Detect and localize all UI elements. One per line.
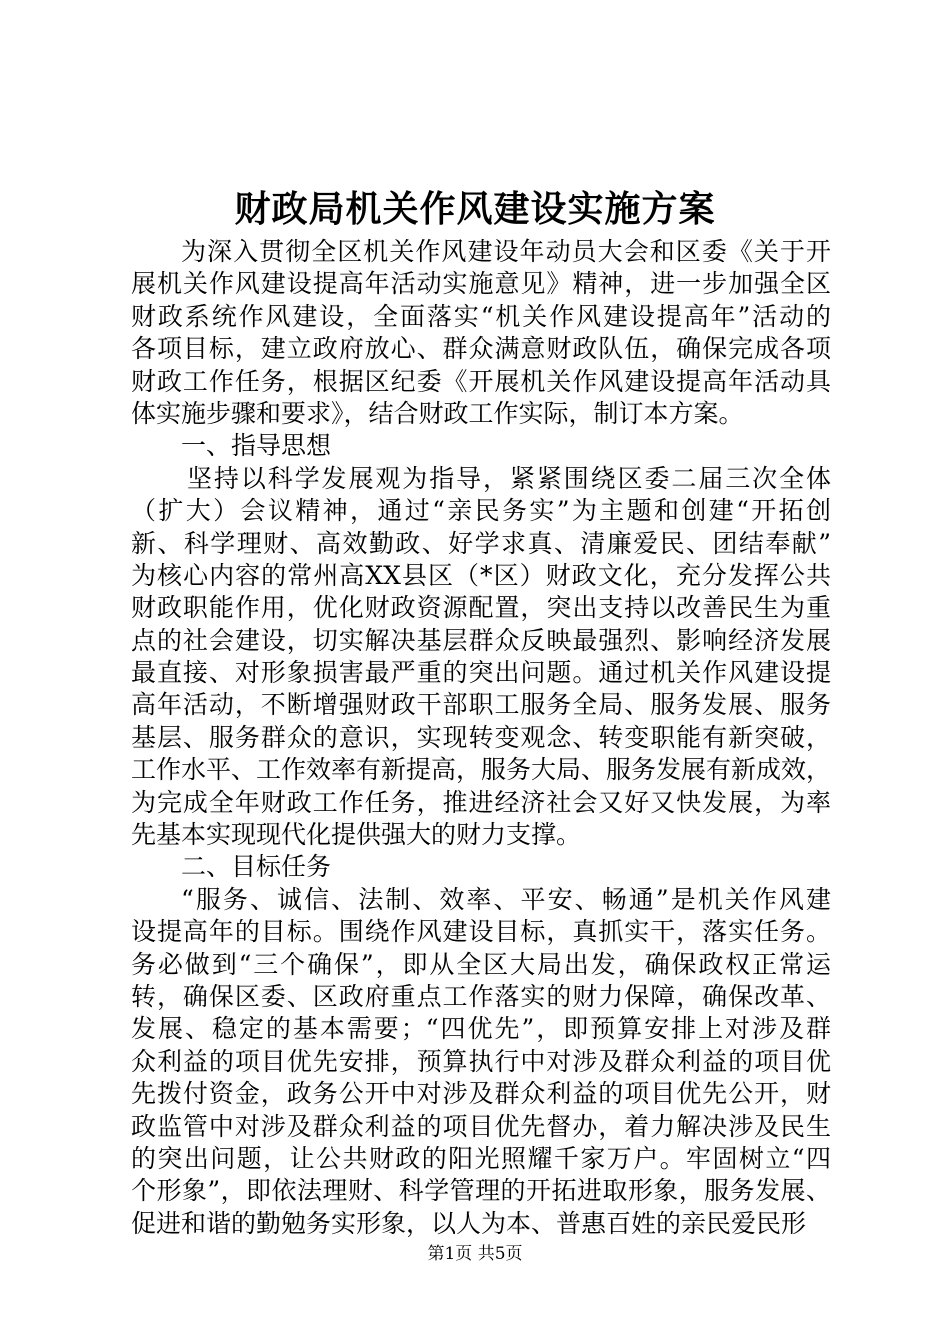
- paragraph-line: 促进和谐的勤勉务实形象，以人为本、普惠百姓的亲民爱民形: [131, 1208, 807, 1238]
- paragraph-line: 各项目标，建立政府放心、群众满意财政队伍，确保完成各项: [131, 334, 831, 364]
- paragraph-line: 坚持以科学发展观为指导，紧紧围绕区委二届三次全体: [187, 463, 831, 493]
- paragraph-line: “服务、诚信、法制、效率、平安、畅通”是机关作风建: [181, 884, 831, 914]
- paragraph-line: 新、科学理财、高效勤政、好学求真、清廉爱民、团结奉献”: [131, 528, 831, 558]
- paragraph-line: 工作水平、工作效率有新提高，服务大局、服务发展有新成效，: [131, 755, 831, 785]
- paragraph-line: 政监管中对涉及群众利益的项目优先督办，着力解决涉及民生: [131, 1111, 831, 1141]
- document-title: 财政局机关作风建设实施方案: [234, 188, 716, 230]
- paragraph-line: 点的社会建设，切实解决基层群众反映最强烈、影响经济发展: [131, 625, 831, 655]
- paragraph-line: （扩大）会议精神，通过“亲民务实”为主题和创建“开拓创: [131, 496, 831, 526]
- paragraph-line: 先基本实现现代化提供强大的财力支撑。: [131, 820, 582, 850]
- paragraph-line: 个形象”，即依法理财、科学管理的开拓进取形象，服务发展、: [131, 1176, 831, 1206]
- paragraph-line: 设提高年的目标。围绕作风建设目标，真抓实干，落实任务。: [131, 917, 831, 947]
- paragraph-line: 为完成全年财政工作任务，推进经济社会又好又快发展，为率: [131, 787, 831, 817]
- section-heading: 二、目标任务: [181, 852, 332, 882]
- paragraph-line: 高年活动，不断增强财政干部职工服务全局、服务发展、服务: [131, 690, 831, 720]
- page-footer: 第1页 共5页: [427, 1244, 523, 1264]
- document-body: [131, 236, 831, 1240]
- paragraph-line: 先拨付资金，政务公开中对涉及群众利益的项目优先公开，财: [131, 1079, 831, 1109]
- paragraph-line: 基层、服务群众的意识，实现转变观念、转变职能有新突破，: [131, 722, 831, 752]
- paragraph-line: 财政工作任务，根据区纪委《开展机关作风建设提高年活动具: [131, 366, 831, 396]
- paragraph-line: 众利益的项目优先安排，预算执行中对涉及群众利益的项目优: [131, 1046, 831, 1076]
- paragraph-line: 财政系统作风建设，全面落实“机关作风建设提高年”活动的: [131, 301, 831, 331]
- paragraph-line: 体实施步骤和要求》，结合财政工作实际，制订本方案。: [131, 398, 744, 428]
- paragraph-line: 财政职能作用，优化财政资源配置，突出支持以改善民生为重: [131, 593, 831, 623]
- paragraph-line: 发展、稳定的基本需要；“四优先”，即预算安排上对涉及群: [131, 1014, 831, 1044]
- paragraph-line: 务必做到“三个确保”，即从全区大局出发，确保政权正常运: [131, 949, 831, 979]
- paragraph-line: 为深入贯彻全区机关作风建设年动员大会和区委《关于开: [181, 237, 831, 266]
- paragraph-line: 为核心内容的常州高XX县区（*区）财政文化，充分发挥公共: [131, 560, 831, 590]
- paragraph-line: 转，确保区委、区政府重点工作落实的财力保障，确保改革、: [131, 981, 831, 1011]
- paragraph-line: 最直接、对形象损害最严重的突出问题。通过机关作风建设提: [131, 658, 831, 688]
- paragraph-line: 的突出问题，让公共财政的阳光照耀千家万户。牢固树立“四: [131, 1143, 831, 1173]
- paragraph-line: 展机关作风建设提高年活动实施意见》精神，进一步加强全区: [131, 269, 831, 299]
- section-heading: 一、指导思想: [181, 431, 332, 461]
